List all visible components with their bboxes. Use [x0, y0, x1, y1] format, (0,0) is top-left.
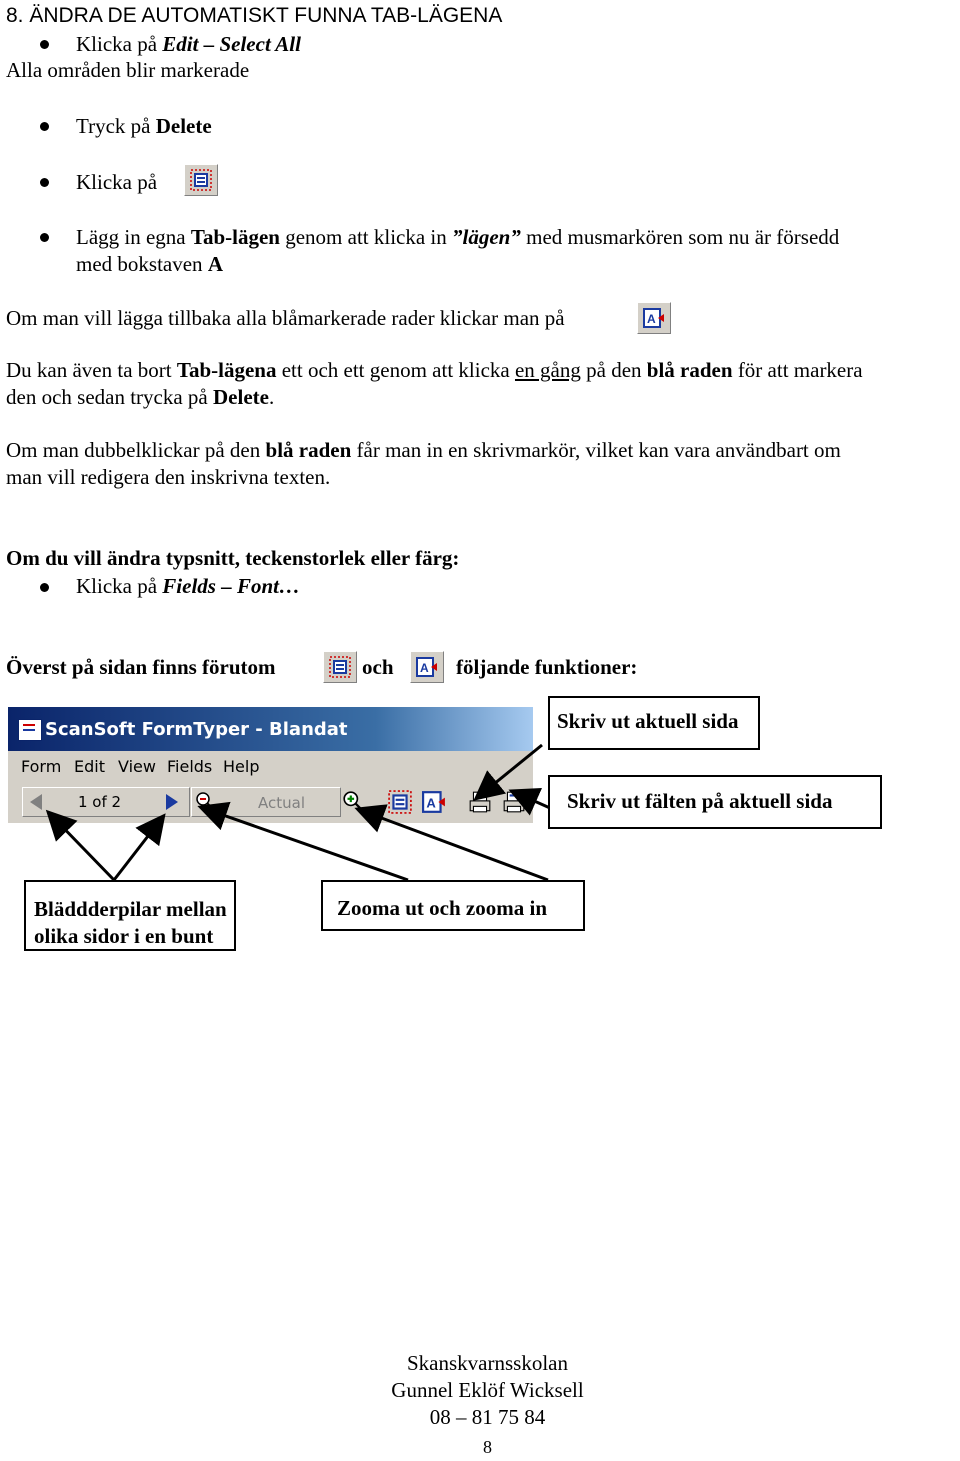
menu-fields[interactable]: Fields — [167, 757, 213, 776]
svg-text:A: A — [420, 661, 429, 675]
paragraph-doubleclick-line2: man vill redigera den inskrivna texten. — [6, 465, 331, 489]
page-number: 8 — [483, 1437, 492, 1457]
svg-text:A: A — [647, 312, 656, 326]
bullet-delete: Tryck på Delete — [76, 114, 212, 138]
subheading-functions: följande funktioner: — [456, 655, 638, 679]
paragraph-remove-line2: den och sedan trycka på Delete. — [6, 385, 275, 409]
page-indicator: 1 of 2 — [78, 793, 122, 811]
menu-view[interactable]: View — [118, 757, 156, 776]
bullet-add-tabs-line2: med bokstaven A — [76, 252, 223, 276]
svg-text:A: A — [426, 795, 436, 811]
callout-print-page: Skriv ut aktuell sida — [548, 696, 760, 750]
section-heading: 8. ÄNDRA DE AUTOMATISKT FUNNA TAB-LÄGENA — [6, 4, 503, 27]
bullet-fields-font: Klicka på Fields – Font… — [76, 574, 300, 598]
footer-phone: 08 – 81 75 84 — [429, 1405, 546, 1429]
callout-page-arrows: Bläddderpilar mellan olika sidor i en bunt — [24, 880, 236, 951]
paragraph-remove-line1: Du kan även ta bort Tab-lägena ett och ett genom att klicka en gång på den blå raden för att markera — [6, 358, 863, 382]
menu-help[interactable]: Help — [223, 757, 260, 776]
app-title: ScanSoft FormTyper - Blandat — [45, 719, 348, 740]
bullet-select-all: Klicka på Edit – Select All — [76, 32, 301, 56]
subheading-and: och — [362, 655, 394, 679]
footer-author: Gunnel Eklöf Wicksell — [391, 1378, 584, 1402]
menu-edit[interactable]: Edit — [74, 757, 105, 776]
subheading-font: Om du vill ändra typsnitt, teckenstorlek eller färg: — [6, 546, 460, 570]
callout-print-fields: Skriv ut fälten på aktuell sida — [548, 775, 882, 829]
subheading-top: Överst på sidan finns förutom — [6, 655, 276, 679]
menu-form[interactable]: Form — [21, 757, 62, 776]
bullet-click: Klicka på — [76, 170, 158, 194]
zoom-level: Actual — [258, 794, 305, 812]
footer-school: Skanskvarnsskolan — [407, 1351, 568, 1375]
text-all-selected: Alla områden blir markerade — [6, 58, 250, 82]
bullet-add-tabs-line1: Lägg in egna Tab-lägen genom att klicka in ”lägen” med musmarkören som nu är försedd — [76, 225, 840, 249]
callout-zoom: Zooma ut och zooma in — [321, 880, 585, 931]
paragraph-doubleclick-line1: Om man dubbelklickar på den blå raden får man in en skrivmarkör, vilket kan vara användbart om — [6, 438, 841, 462]
paragraph-restore: Om man vill lägga tillbaka alla blåmarkerade rader klickar man på — [6, 306, 565, 330]
